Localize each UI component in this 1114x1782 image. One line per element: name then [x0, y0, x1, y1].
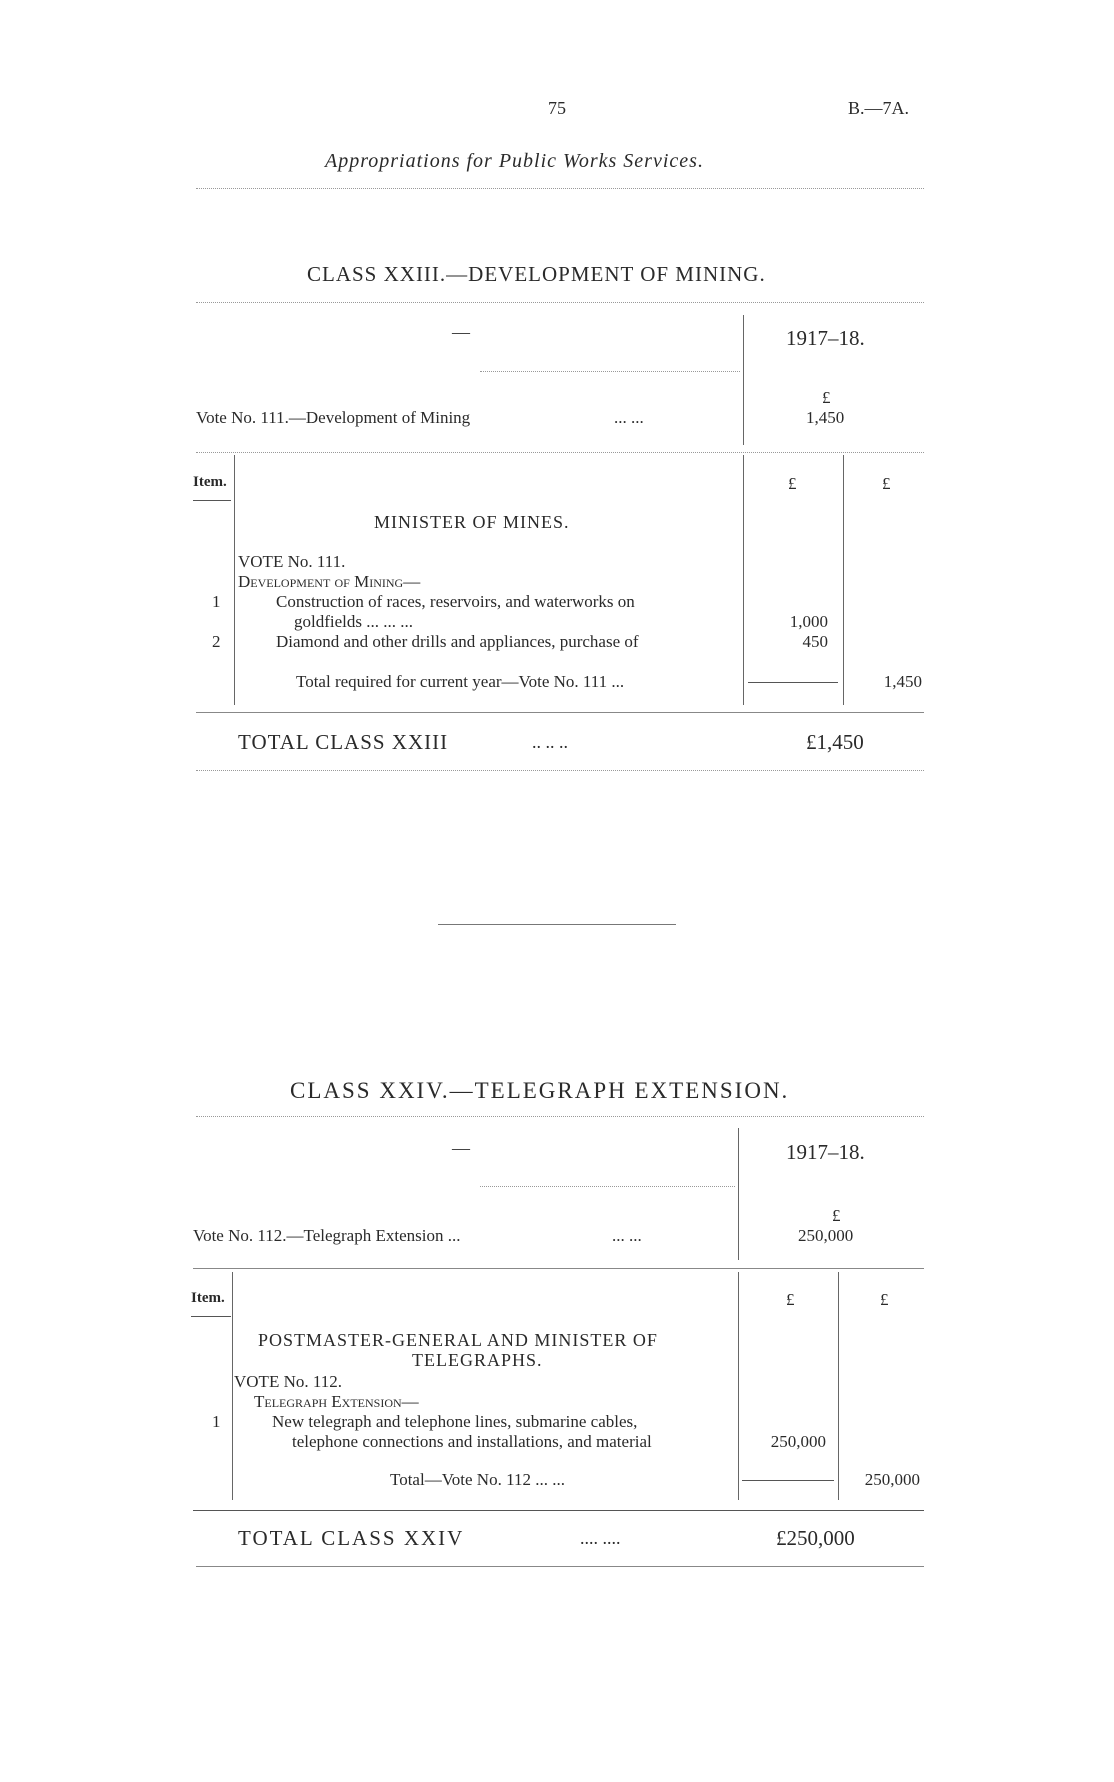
- class-24-heading-dash: —: [452, 1138, 470, 1158]
- class-23-top-rule: [196, 302, 924, 303]
- class-23-item-2-number: 2: [212, 632, 221, 651]
- class-23-heading-dash: —: [452, 322, 470, 342]
- class-23-item-divider: [234, 455, 235, 705]
- document-reference: B.—7A.: [848, 98, 910, 118]
- class-23-currency-1: £: [788, 474, 797, 493]
- class-24-vote-label: Vote No. 112.—Telegraph Extension ...: [193, 1226, 461, 1245]
- class-24-bottom-rule: [196, 1566, 924, 1567]
- class-24-minister: POSTMASTER-GENERAL AND MINISTER OF: [258, 1330, 658, 1350]
- class-24-year: 1917–18.: [786, 1140, 865, 1164]
- class-24-total-amount: 250,000: [864, 1470, 920, 1489]
- class-24-item-1-text-continued: telephone connections and installations, and material: [292, 1432, 652, 1451]
- class-24-item-1-number: 1: [212, 1412, 221, 1431]
- class-24-vote-leaders: ... ...: [612, 1226, 642, 1245]
- class-24-vote-amount: 250,000: [798, 1226, 854, 1245]
- class-23-minister: MINISTER OF MINES.: [374, 512, 570, 532]
- section-separator: [438, 924, 676, 925]
- class-23-item-header: Item.: [193, 474, 227, 490]
- page-number: 75: [548, 98, 566, 118]
- class-23-heading-rule: [480, 371, 740, 372]
- class-24-minister-continued: TELEGRAPHS.: [412, 1350, 543, 1370]
- class-24-grand-total-amount: £250,000: [776, 1526, 855, 1550]
- class-24-grand-total-label: TOTAL CLASS XXIV: [238, 1526, 465, 1550]
- class-24-item-divider: [232, 1272, 233, 1500]
- class-23-grand-total-label: TOTAL CLASS XXIII: [238, 730, 449, 754]
- class-23-vote-amount: 1,450: [806, 408, 845, 427]
- class-24-currency-1: £: [786, 1290, 795, 1309]
- class-23-grand-total-rule: [196, 712, 924, 713]
- class-23-vote-label: Vote No. 111.—Development of Mining: [196, 408, 471, 427]
- class-23-year: 1917–18.: [786, 326, 865, 350]
- class-24-item-header: Item.: [191, 1290, 225, 1306]
- class-23-vote-number: VOTE No. 111.: [238, 552, 346, 571]
- class-24-heading-rule: [480, 1186, 735, 1187]
- class-24-total-rule: [742, 1480, 834, 1481]
- class-23-vote-currency: £: [822, 388, 831, 407]
- class-23-total-amount: 1,450: [883, 672, 922, 691]
- class-23-subhead: Development of Mining—: [238, 572, 421, 591]
- class-23-amount-divider-1: [743, 455, 744, 705]
- class-23-item-1-text: Construction of races, reservoirs, and waterworks on: [276, 592, 635, 611]
- page-subtitle: Appropriations for Public Works Services.: [325, 150, 704, 172]
- class-24-year-divider: [738, 1128, 739, 1260]
- class-23-bottom-rule: [196, 770, 924, 771]
- class-24-top-rule: [196, 1116, 924, 1117]
- class-24-title: CLASS XXIV.—TELEGRAPH EXTENSION.: [290, 1078, 790, 1103]
- class-23-vote-rule: [196, 452, 924, 453]
- class-23-item-1-amount: 1,000: [789, 612, 828, 631]
- class-24-grand-total-rule: [193, 1510, 924, 1511]
- class-23-year-divider: [743, 315, 744, 445]
- class-24-subhead: Telegraph Extension—: [254, 1392, 419, 1411]
- class-24-total-label: Total—Vote No. 112 ... ...: [390, 1470, 565, 1489]
- class-24-vote-rule: [193, 1268, 924, 1269]
- class-23-title: CLASS XXIII.—DEVELOPMENT OF MINING.: [307, 262, 766, 286]
- class-23-amount-divider-2: [843, 455, 844, 705]
- class-24-item-1-amount: 250,000: [770, 1432, 826, 1451]
- class-24-vote-number: VOTE No. 112.: [234, 1372, 342, 1391]
- class-23-total-label: Total required for current year—Vote No. 111 ...: [296, 672, 625, 691]
- class-24-currency-2: £: [880, 1290, 889, 1309]
- class-23-item-1-text-continued: goldfields ... ... ...: [294, 612, 413, 631]
- class-24-vote-currency: £: [832, 1206, 841, 1225]
- class-23-currency-2: £: [882, 474, 891, 493]
- class-23-item-2-amount: 450: [802, 632, 828, 651]
- class-24-amount-divider-2: [838, 1272, 839, 1500]
- class-24-item-1-text: New telegraph and telephone lines, submarine cables,: [272, 1412, 638, 1431]
- class-24-amount-divider-1: [738, 1272, 739, 1500]
- class-23-grand-total-leaders: .. .. ..: [532, 732, 568, 752]
- class-24-grand-total-leaders: .... ....: [580, 1528, 621, 1548]
- class-23-vote-leaders: ... ...: [614, 408, 644, 427]
- class-23-item-2-text: Diamond and other drills and appliances, purchase of: [276, 632, 639, 651]
- class-24-item-header-rule: [191, 1316, 231, 1317]
- class-23-grand-total-amount: £1,450: [806, 730, 864, 754]
- class-23-item-header-rule: [193, 500, 231, 501]
- class-23-total-rule: [748, 682, 838, 683]
- class-23-item-1-number: 1: [212, 592, 221, 611]
- header-divider: [196, 188, 924, 189]
